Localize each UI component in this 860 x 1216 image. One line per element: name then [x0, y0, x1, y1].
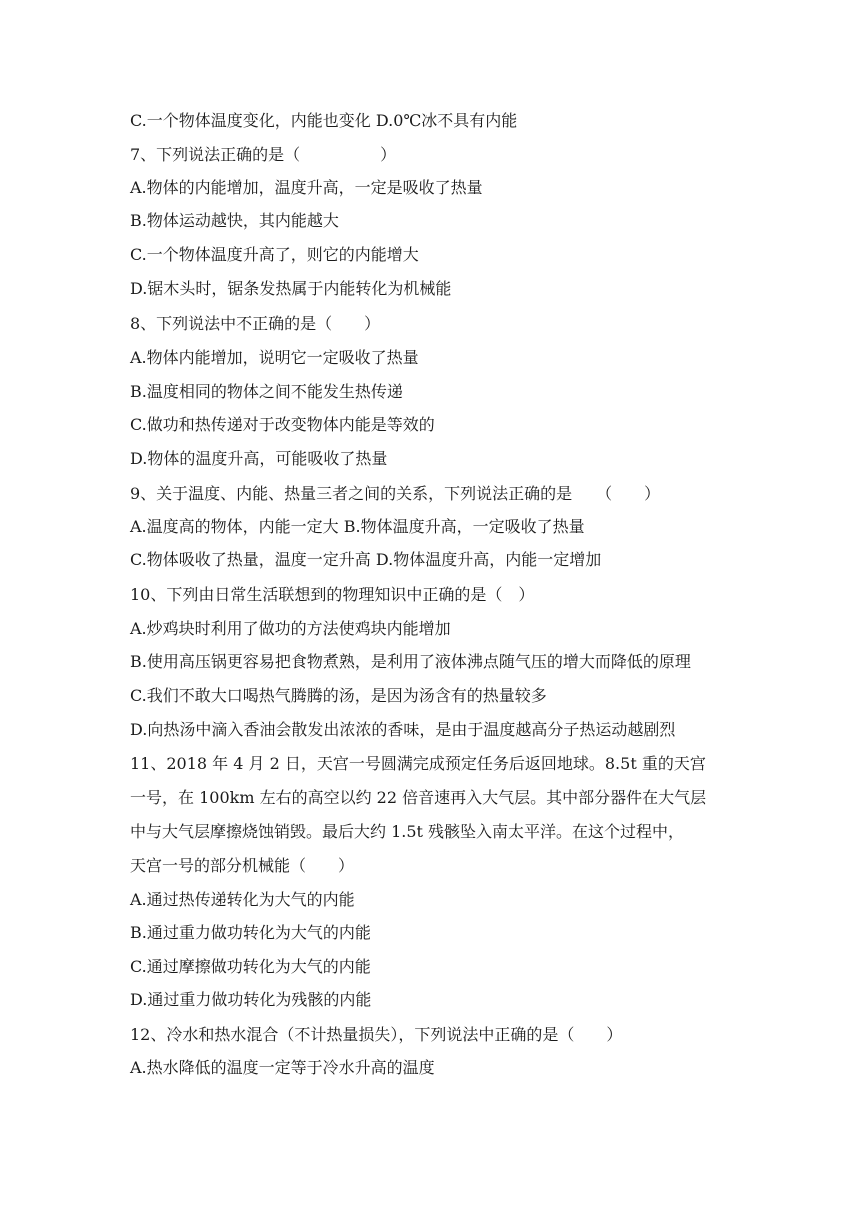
- q11-option-b: B.通过重力做功转化为大气的内能: [130, 923, 371, 942]
- q9-option-b: B.物体温度升高，一定吸收了热量: [343, 517, 585, 536]
- q7-option-a: A.物体的内能增加，温度升高，一定是吸收了热量: [130, 178, 483, 197]
- q8-option-a: A.物体内能增加，说明它一定吸收了热量: [130, 348, 419, 367]
- line-1: [130, 111, 517, 131]
- q10-option-a: A.炒鸡块时利用了做功的方法使鸡块内能增加: [130, 619, 451, 638]
- question-11-line-3: 中与大气层摩擦烧蚀销毁。最后大约 1.5t 残骸坠入南太平洋。在这个过程中，: [130, 822, 685, 841]
- question-11-line-4: 天宫一号的部分机械能（ ）: [130, 856, 355, 875]
- q7-option-d: D.锯木头时，锯条发热属于内能转化为机械能: [130, 279, 452, 298]
- q11-option-a: A.通过热传递转化为大气的内能: [130, 890, 355, 909]
- option-d: D.0℃冰不具有内能: [375, 111, 518, 130]
- question-12: 12、冷水和热水混合（不计热量损失），下列说法中正确的是（ ）: [130, 1025, 623, 1044]
- question-11-line-2: 一号，在 100km 左右的高空以约 22 倍音速再入大气层。其中部分器件在大气层: [130, 788, 707, 807]
- question-8: 8、下列说法中不正确的是（ ）: [130, 314, 381, 333]
- q8-option-b: B.温度相同的物体之间不能发生热传递: [130, 382, 403, 401]
- question-7: 7、下列说法正确的是（ ）: [130, 145, 397, 164]
- q8-option-d: D.物体的温度升高，可能吸收了热量: [130, 449, 388, 468]
- q12-option-a: A.热水降低的温度一定等于冷水升高的温度: [130, 1058, 435, 1077]
- q10-option-d: D.向热汤中滴入香油会散发出浓浓的香味，是由于温度越高分子热运动越剧烈: [130, 720, 676, 739]
- question-9: 9、关于温度、内能、热量三者之间的关系，下列说法正确的是 （ ）: [130, 484, 661, 503]
- q9-option-a: A.温度高的物体，内能一定大: [130, 517, 339, 536]
- q7-option-c: C.一个物体温度升高了，则它的内能增大: [130, 245, 419, 264]
- q9-options-cd: [130, 550, 601, 570]
- q9-option-c: C.物体吸收了热量，温度一定升高: [130, 550, 371, 569]
- q9-option-d: D.物体温度升高，内能一定增加: [375, 550, 602, 569]
- q9-options-ab: [130, 517, 585, 537]
- question-11-line-1: 11、2018 年 4 月 2 日，天宫一号圆满完成预定任务后返回地球。8.5t 重的天宫: [130, 754, 706, 773]
- q10-option-b: B.使用高压锅更容易把食物煮熟，是利用了液体沸点随气压的增大而降低的原理: [130, 652, 691, 671]
- q7-option-b: B.物体运动越快，其内能越大: [130, 211, 339, 230]
- question-10: 10、下列由日常生活联想到的物理知识中正确的是（ ）: [130, 585, 535, 604]
- q11-option-d: D.通过重力做功转化为残骸的内能: [130, 990, 372, 1009]
- q11-option-c: C.通过摩擦做功转化为大气的内能: [130, 957, 371, 976]
- q8-option-c: C.做功和热传递对于改变物体内能是等效的: [130, 415, 435, 434]
- option-c: C.一个物体温度变化，内能也变化: [130, 111, 371, 130]
- q10-option-c: C.我们不敢大口喝热气腾腾的汤，是因为汤含有的热量较多: [130, 686, 547, 705]
